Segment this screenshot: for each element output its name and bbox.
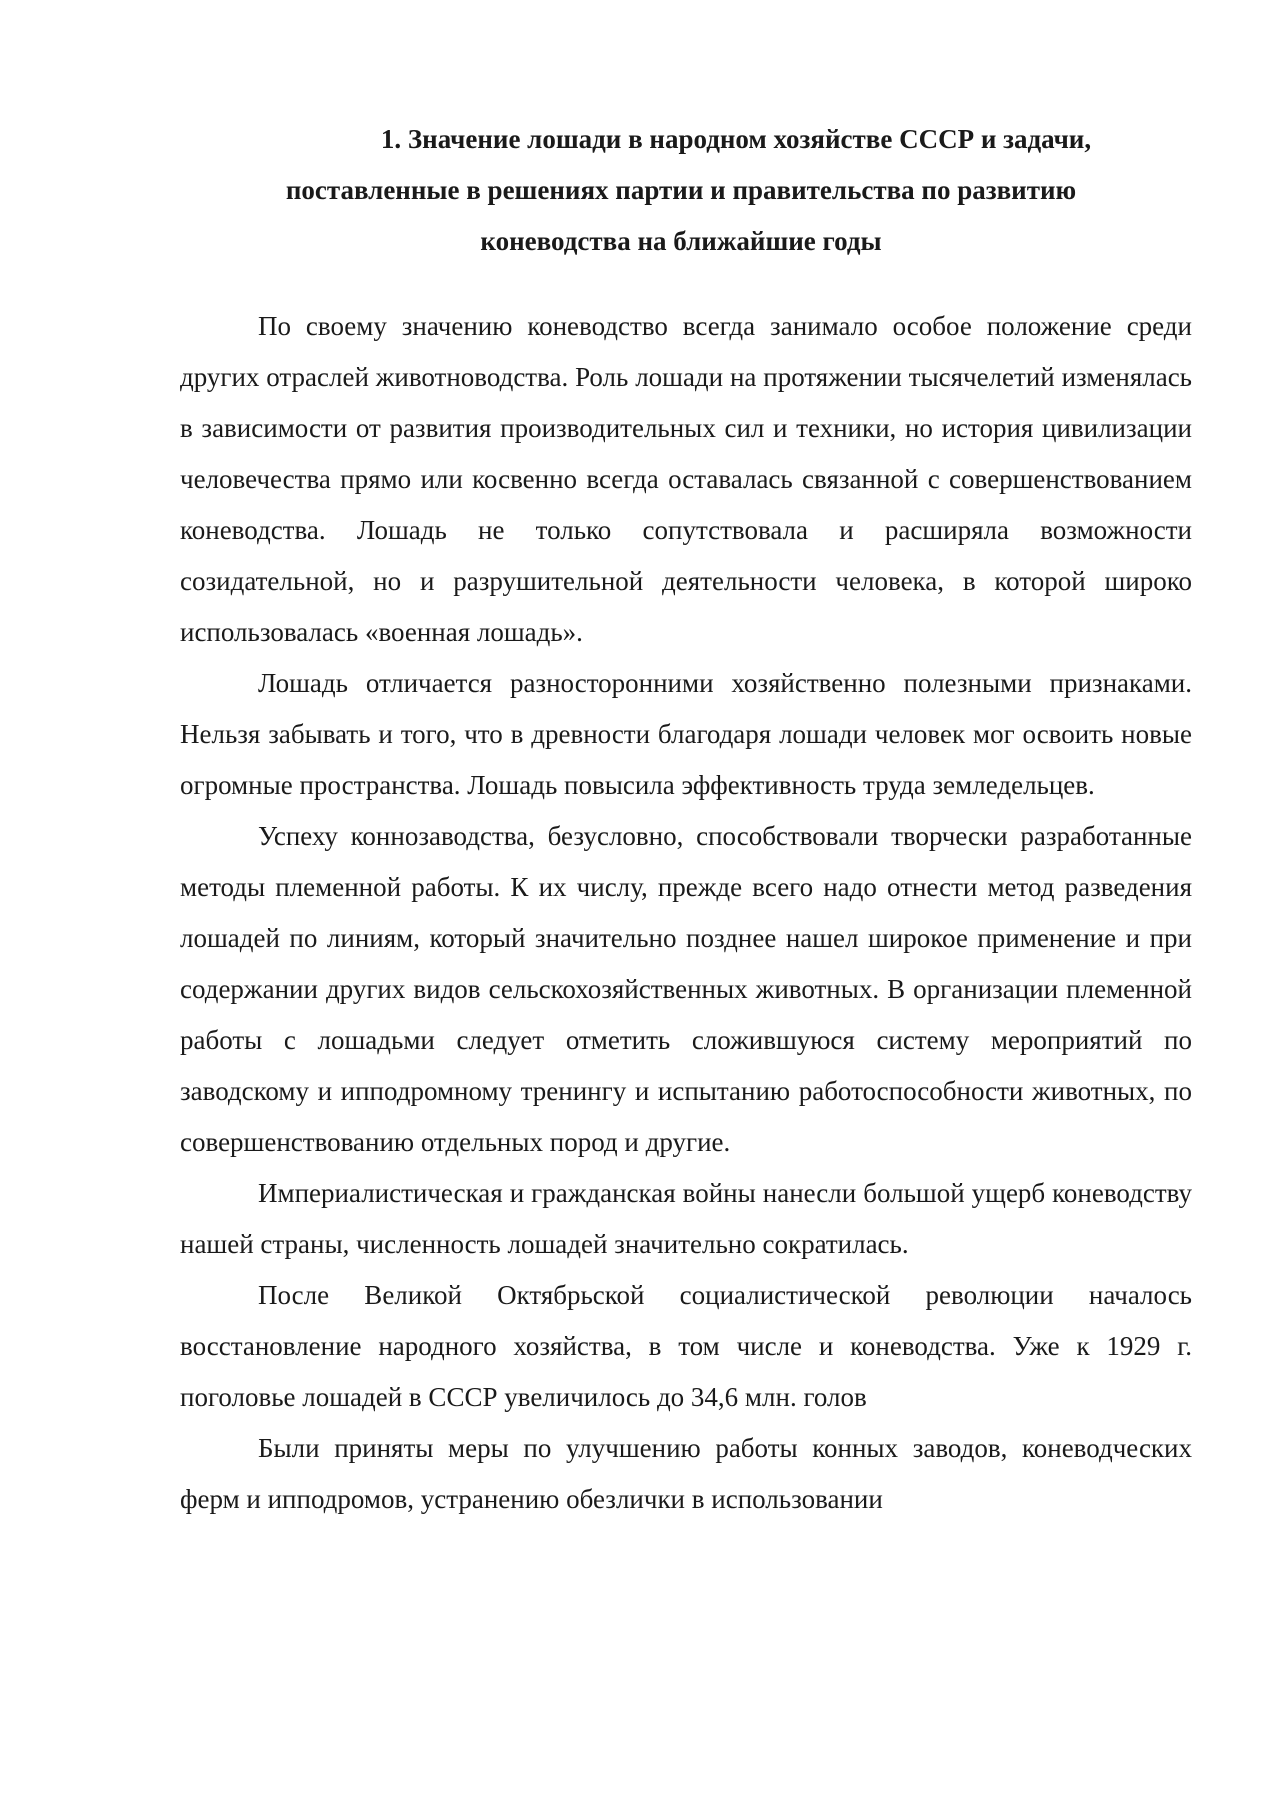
paragraph-2: Лошадь отличается разносторонними хозяйственно полезными признаками. Нельзя забывать и того, что в древности благодаря лошади человек мог освоить новые огромные пространства. Лошадь повысила эффективность труда земледельцев.: [180, 668, 1192, 800]
paragraph-3: Успеху коннозаводства, безусловно, способствовали творчески разработанные методы племенной работы. К их числу, прежде всего надо отнести метод разведения лошадей по линиям, который значительно позднее нашел широкое применение и при содержании других видов сельскохозяйственных животных. В организации племенной работы с лошадьми следует отметить сложившуюся систему мероприятий по заводскому и ипподромному тренингу и испытанию работоспособности животных, по совершенствованию отдельных пород и другие.: [180, 821, 1192, 1157]
body-text: [180, 301, 1192, 1525]
paragraph-1: По своему значению коневодство всегда занимало особое положение среди других отраслей животноводства. Роль лошади на протяжении тысячелетий изменялась в зависимости от развития производительных сил и техники, но история цивилизации человечества прямо или косвенно всегда оставалась связанной с совершенствованием коневодства. Лошадь не только сопутствовала и расширяла возможности созидательной, но и разрушительной деятельности человека, в которой широко использовалась «военная лошадь».: [180, 311, 1192, 647]
heading-line-3: коневодства на ближайшие годы: [480, 226, 882, 256]
section-heading: [236, 114, 1126, 267]
paragraph-4: Империалистическая и гражданская войны нанесли большой ущерб коневодству нашей страны, численность лошадей значительно сократилась.: [180, 1178, 1192, 1259]
heading-line-1: 1. Значение лошади в народном хозяйстве СССР и задачи,: [380, 124, 1092, 154]
heading-line-2: поставленные в решениях партии и правительства по развитию: [285, 175, 1077, 205]
paragraph-5: После Великой Октябрьской социалистической революции началось восстановление народного хозяйства, в том числе и коневодства. Уже к 1929 г. поголовье лошадей в СССР увеличилось до 34,6 млн. голов: [180, 1280, 1192, 1412]
paragraph-6: Были приняты меры по улучшению работы конных заводов, коневодческих ферм и ипподромов, устранению обезлички в использовании: [180, 1433, 1192, 1514]
